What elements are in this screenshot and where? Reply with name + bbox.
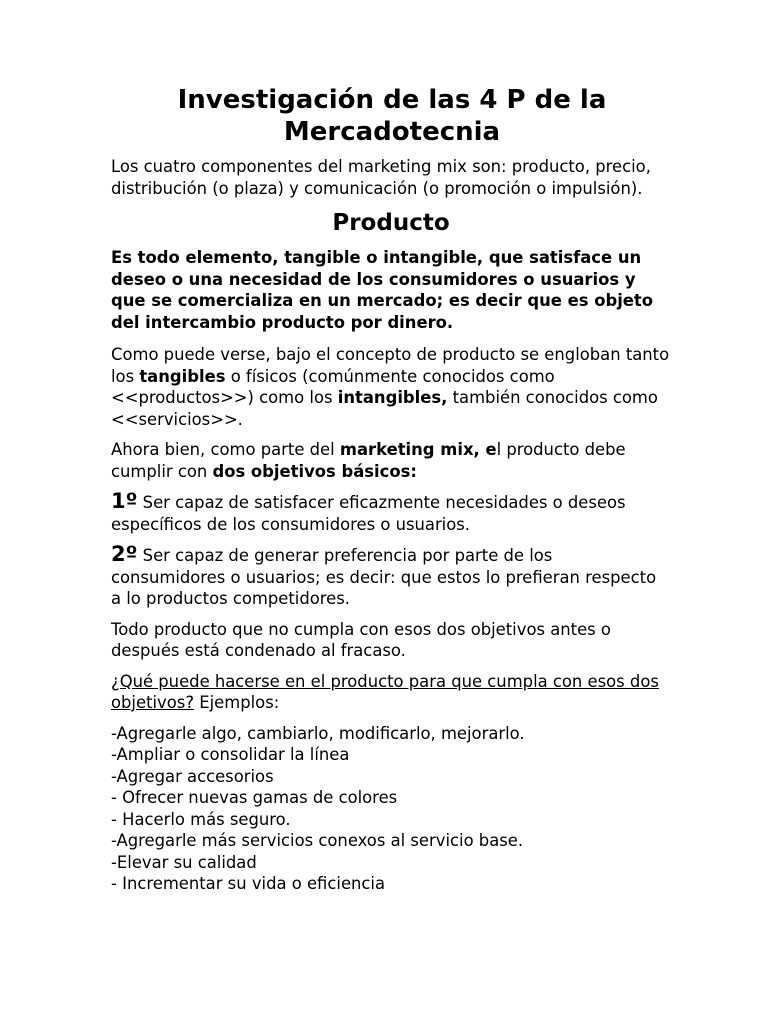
list-item: -Agregarle algo, cambiarlo, modificarlo, mejorarlo. [111,723,525,743]
concept-bold-intangibles: intangibles, [337,388,448,407]
objective-text: Ser capaz de satisfacer eficazmente necesidades o deseos específicos de los consumidores o usuarios. [111,493,626,534]
page-title: Investigación de las 4 P de la Mercadotecnia [177,85,607,147]
concept-text-2: o físicos (comúnmente conocidos como <<productos>>) como los [111,366,555,407]
question-underlined: ¿Qué puede hacerse en el producto para que cumpla con esos dos objetivos? [111,671,659,712]
objective-1 [111,491,671,535]
list-item: -Agregarle más servicios conexos al servicio base. [111,831,524,850]
intro-paragraph: Los cuatro componentes del marketing mix son: producto, precio, distribución (o plaza) y comunicación (o promoción o impulsión). [111,157,651,198]
list-item: - Incrementar su vida o eficiencia [111,874,386,893]
mix-text-2: l producto debe cumplir con [111,440,626,481]
list-item: - Hacerlo más seguro. [111,809,291,829]
question-paragraph [111,671,671,714]
mix-bold-2: dos objetivos básicos: [212,461,417,481]
concept-text-1: Como puede verse, bajo el concepto de producto se engloban tanto los [111,345,670,386]
list-item: - Ofrecer nuevas gamas de colores [111,788,398,807]
examples-list [111,723,671,895]
list-item: -Elevar su calidad [111,852,257,872]
marketing-mix-paragraph [111,439,671,482]
section-heading: Producto [332,210,450,236]
concept-paragraph [111,344,671,430]
concept-text-3: también conocidos como <<servicios>>. [111,388,658,429]
document-page [111,84,671,895]
objective-text: Ser capaz de generar preferencia por parte de los consumidores o usuarios; es decir: que estos lo prefieran respecto a lo productos competidores. [111,546,657,608]
list-item: -Ampliar o consolidar la línea [111,745,350,764]
objective-number: 2º [111,542,138,566]
objective-2 [111,544,671,610]
mix-text-1: Ahora bien, como parte del [111,440,340,459]
failure-paragraph: Todo producto que no cumpla con esos dos objetivos antes o después está condenado al fracaso. [111,619,611,660]
concept-bold-tangibles: tangibles [139,366,226,386]
question-rest: Ejemplos: [194,693,280,712]
objective-number: 1º [111,489,138,513]
mix-bold-1: marketing mix, e [339,440,497,459]
definition-paragraph: Es todo elemento, tangible o intangible, que satisface un deseo o una necesidad de los consumidores o usuarios y que se comercializa en un mercado; es decir que es objeto del intercambio producto por dinero. [111,248,654,332]
list-item: -Agregar accesorios [111,766,274,786]
